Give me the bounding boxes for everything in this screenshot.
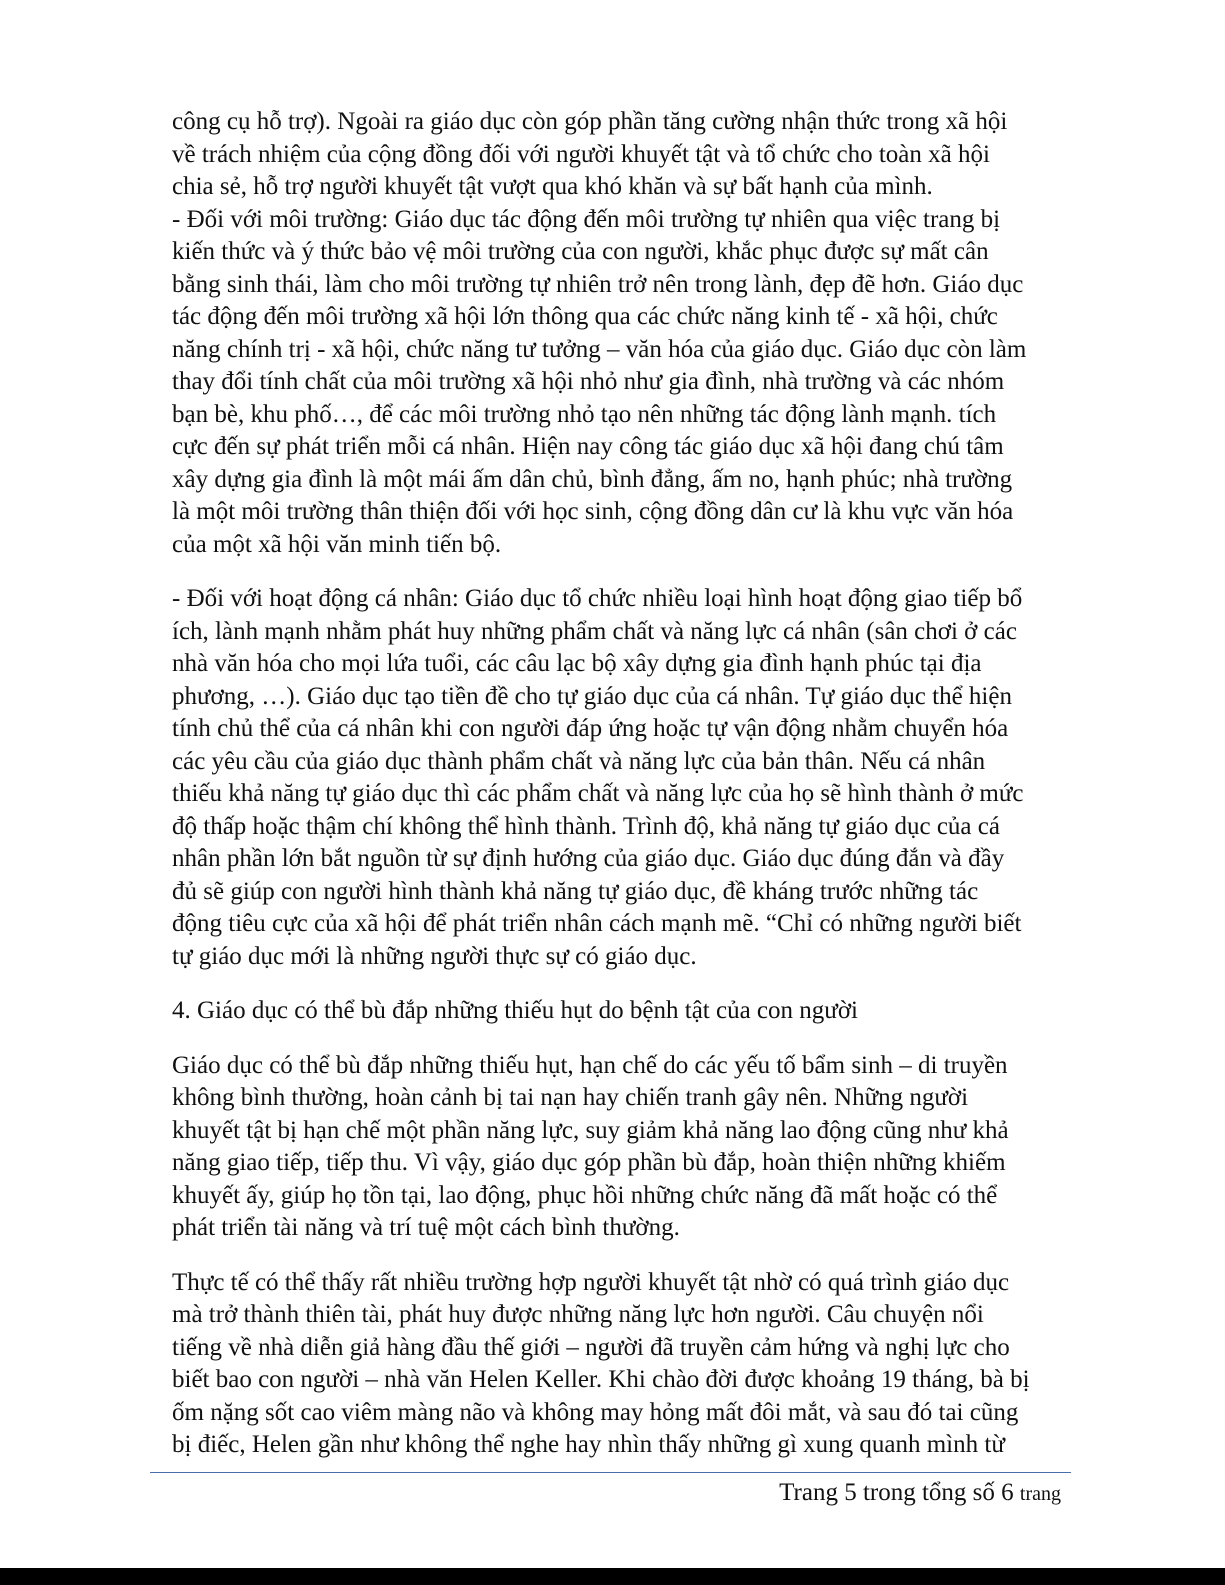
text-line: bị điếc, Helen gần như không thể nghe hay nhìn thấy những gì xung quanh mình từ xyxy=(172,1431,1005,1458)
page-footer xyxy=(779,1478,1061,1509)
text-line: tính chủ thể của cá nhân khi con người đáp ứng hoặc tự vận động nhằm chuyển hóa xyxy=(172,715,1009,742)
paragraph xyxy=(172,106,1072,561)
text-line: xây dựng gia đình là một mái ấm dân chủ, bình đẳng, ấm no, hạnh phúc; nhà trường xyxy=(172,465,1013,493)
text-line: nhân phần lớn bắt nguồn từ sự định hướng của giáo dục. Giáo dục đúng đắn và đầy xyxy=(172,845,1005,872)
text-line: cực đến sự phát triển mỗi cá nhân. Hiện nay công tác giáo dục xã hội đang chú tâm xyxy=(172,433,1004,460)
page-number-suffix: trang xyxy=(1019,1483,1061,1505)
text-line: độ thấp hoặc thậm chí không thể hình thành. Trình độ, khả năng tự giáo dục của cá xyxy=(172,812,1000,840)
text-line: ích, lành mạnh nhằm phát huy những phẩm chất và năng lực cá nhân (sân chơi ở các xyxy=(172,617,1017,645)
text-line: năng chính trị - xã hội, chức năng tư tưởng – văn hóa của giáo dục. Giáo dục còn làm xyxy=(172,335,1027,363)
text-line: kiến thức và ý thức bảo vệ môi trường của con người, khắc phục được sự mất cân xyxy=(172,238,989,265)
text-line: đủ sẽ giúp con người hình thành khả năng tự giáo dục, đề kháng trước những tác xyxy=(172,877,979,905)
footer-divider xyxy=(150,1472,1071,1473)
section-heading xyxy=(172,995,1072,1028)
document-body xyxy=(172,106,1072,1462)
bottom-edge-bar xyxy=(0,1568,1225,1585)
text-line: phát triển tài năng và trí tuệ một cách bình thường. xyxy=(172,1214,680,1241)
text-line: khuyết ấy, giúp họ tồn tại, lao động, phục hồi những chức năng đã mất hoặc có thể xyxy=(172,1181,998,1209)
paragraph xyxy=(172,1050,1072,1245)
text-line: biết bao con người – nhà văn Helen Keller. Khi chào đời được khoảng 19 tháng, bà bị xyxy=(172,1366,1030,1393)
text-line: bạn bè, khu phố…, để các môi trường nhỏ tạo nên những tác động lành mạnh. tích xyxy=(172,400,997,428)
text-line: tiếng về nhà diễn giả hàng đầu thế giới – người đã truyền cảm hứng và nghị lực cho xyxy=(172,1333,1010,1361)
text-line: thay đổi tính chất của môi trường xã hội nhỏ như gia đình, nhà trường và các nhóm xyxy=(172,368,1005,395)
text-line: không bình thường, hoàn cảnh bị tai nạn hay chiến tranh gây nên. Những người xyxy=(172,1084,969,1111)
text-line: Giáo dục có thể bù đắp những thiếu hụt, hạn chế do các yếu tố bẩm sinh – di truyền xyxy=(172,1051,1008,1079)
text-line: Thực tế có thể thấy rất nhiều trường hợp người khuyết tật nhờ có quá trình giáo dục xyxy=(172,1268,1010,1296)
text-line: ốm nặng sốt cao viêm màng não và không may hỏng mất đôi mắt, và sau đó tai cũng xyxy=(172,1398,1019,1426)
text-line: thiếu khả năng tự giáo dục thì các phẩm chất và năng lực của họ sẽ hình thành ở mức xyxy=(172,780,1024,807)
text-line: công cụ hỗ trợ). Ngoài ra giáo dục còn góp phần tăng cường nhận thức trong xã hội xyxy=(172,108,1008,135)
paragraph xyxy=(172,1267,1072,1462)
text-line: phương, …). Giáo dục tạo tiền đề cho tự giáo dục của cá nhân. Tự giáo dục thể hiện xyxy=(172,682,1012,710)
text-line: động tiêu cực của xã hội để phát triển nhân cách mạnh mẽ. “Chỉ có những người biết xyxy=(172,910,1022,937)
text-line: khuyết tật bị hạn chế một phần năng lực, suy giảm khả năng lao động cũng như khả xyxy=(172,1116,1009,1144)
text-line: - Đối với hoạt động cá nhân: Giáo dục tổ chức nhiều loại hình hoạt động giao tiếp bổ xyxy=(172,585,1023,612)
text-line: các yêu cầu của giáo dục thành phẩm chất và năng lực của bản thân. Nếu cá nhân xyxy=(172,747,986,775)
text-line: của một xã hội văn minh tiến bộ. xyxy=(172,530,502,558)
text-line: chia sẻ, hỗ trợ người khuyết tật vượt qua khó khăn và sự bất hạnh của mình. xyxy=(172,173,933,200)
text-line: mà trở thành thiên tài, phát huy được những năng lực hơn người. Câu chuyện nổi xyxy=(172,1301,984,1328)
text-line: tác động đến môi trường xã hội lớn thông qua các chức năng kinh tế - xã hội, chức xyxy=(172,303,998,330)
text-line: - Đối với môi trường: Giáo dục tác động đến môi trường tự nhiên qua việc trang bị xyxy=(172,205,1001,233)
text-line: tự giáo dục mới là những người thực sự có giáo dục. xyxy=(172,942,697,970)
text-line: về trách nhiệm của cộng đồng đối với người khuyết tật và tổ chức cho toàn xã hội xyxy=(172,140,990,168)
page-number-label: Trang 5 trong tổng số 6 xyxy=(779,1479,1014,1506)
text-line: 4. Giáo dục có thể bù đắp những thiếu hụt do bệnh tật của con người xyxy=(172,997,858,1024)
paragraph xyxy=(172,583,1072,973)
text-line: nhà văn hóa cho mọi lứa tuổi, các câu lạc bộ xây dựng gia đình hạnh phúc tại địa xyxy=(172,650,982,677)
text-line: bằng sinh thái, làm cho môi trường tự nhiên trở nên trong lành, đẹp đẽ hơn. Giáo dục xyxy=(172,270,1024,298)
text-line: năng giao tiếp, tiếp thu. Vì vậy, giáo dục góp phần bù đắp, hoàn thiện những khiếm xyxy=(172,1149,1006,1176)
text-line: là một môi trường thân thiện đối với học sinh, cộng đồng dân cư là khu vực văn hóa xyxy=(172,498,1014,525)
